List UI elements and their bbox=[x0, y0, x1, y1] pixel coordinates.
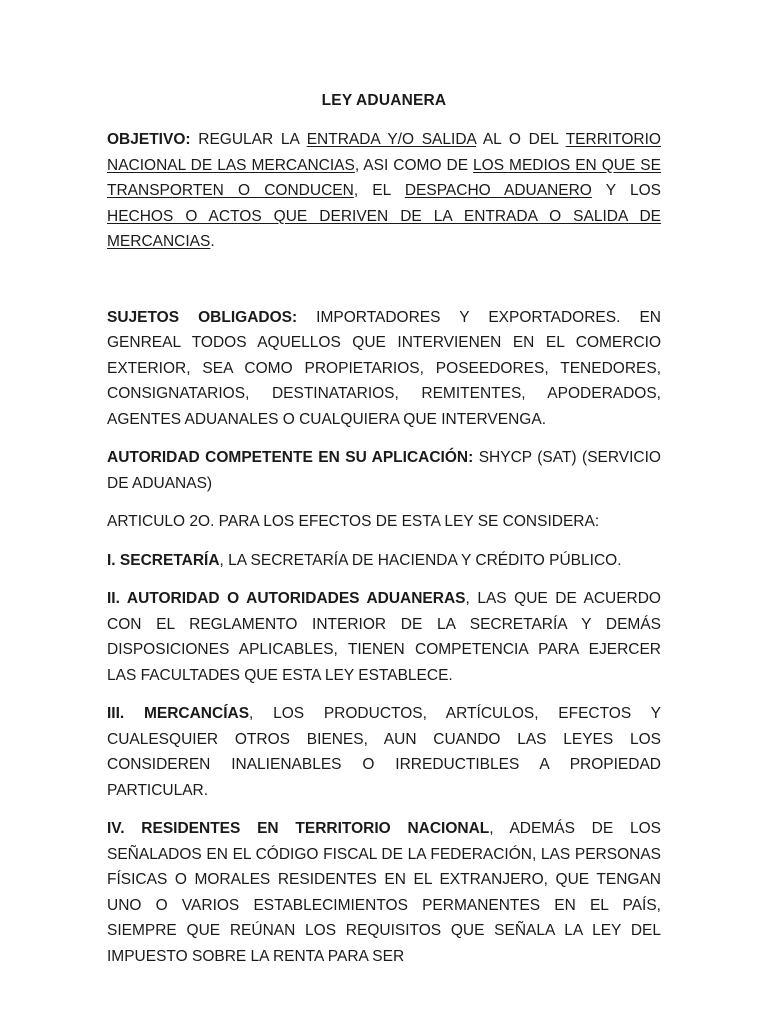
objetivo-underline-4: DESPACHO ADUANERO bbox=[404, 182, 592, 199]
sujetos-text: IMPORTADORES Y EXPORTADORES. EN GENREAL TODOS AQUELLOS QUE INTERVIENEN EN EL COMERCIO EXTERIOR, SEA COMO PROPIETARIOS, POSEEDORES, TENEDORES, CONSIGNATARIOS, DESTINATARIOS, REMITENTES, APODERADOS, AGENTES ADUANALES O CUALQUIERA QUE INTERVENGA. bbox=[107, 308, 661, 428]
item-label: II. AUTORIDAD O AUTORIDADES ADUANERAS bbox=[107, 590, 466, 607]
autoridad-text: SHYCP (SAT) (SERVICIO DE ADUANAS) bbox=[107, 449, 661, 492]
objetivo-underline-5: HECHOS O ACTOS QUE DERIVEN DE LA ENTRADA O SALIDA DE MERCANCIAS bbox=[107, 207, 661, 250]
document-title: LEY ADUANERA bbox=[321, 92, 447, 109]
item-text: , LOS PRODUCTOS, ARTÍCULOS, EFECTOS Y CUALESQUIER OTROS BIENES, AUN CUANDO LAS LEYES LOS CONSIDEREN INALIENABLES O IRREDUCTIBLES A PROPIEDAD PARTICULAR. bbox=[107, 705, 661, 799]
item-autoridades-aduaneras bbox=[107, 586, 661, 688]
item-label: I. SECRETARÍA bbox=[107, 551, 220, 569]
item-text: , LAS QUE DE ACUERDO CON EL REGLAMENTO INTERIOR DE LA SECRETARÍA Y DEMÁS DISPOSICIONES APLICABLES, TIENEN COMPETENCIA PARA EJERCER LAS FACULTADES QUE ESTA LEY ESTABLECE. bbox=[107, 590, 661, 684]
item-label: III. MERCANCÍAS bbox=[107, 705, 250, 722]
objetivo-text-4: , EL bbox=[353, 182, 405, 199]
autoridad-paragraph bbox=[107, 445, 661, 496]
articulo-paragraph: ARTICULO 2O. PARA LOS EFECTOS DE ESTA LEY SE CONSIDERA: bbox=[107, 513, 600, 530]
item-text: , LA SECRETARÍA DE HACIENDA Y CRÉDITO PÚBLICO. bbox=[219, 551, 622, 569]
autoridad-label: AUTORIDAD COMPETENTE EN SU APLICACIÓN: bbox=[107, 449, 474, 466]
objetivo-underline-2: TERRITORIO NACIONAL DE LAS MERCANCIAS bbox=[107, 131, 661, 174]
objetivo-paragraph bbox=[107, 127, 661, 255]
objetivo-text-1: REGULAR LA bbox=[190, 131, 307, 148]
objetivo-text-2: AL O DEL bbox=[476, 131, 566, 148]
item-secretaria bbox=[107, 548, 661, 574]
document-body bbox=[107, 127, 661, 982]
objetivo-text-3: , ASI COMO DE bbox=[354, 156, 474, 174]
item-mercancias bbox=[107, 701, 661, 803]
objetivo-text-5: Y LOS bbox=[591, 182, 662, 199]
objetivo-label: OBJETIVO: bbox=[107, 131, 191, 148]
objetivo-underline-3: LOS MEDIOS EN QUE SE TRANSPORTEN O CONDUCEN bbox=[107, 156, 661, 199]
sujetos-paragraph bbox=[107, 305, 661, 433]
item-label: IV. RESIDENTES EN TERRITORIO NACIONAL bbox=[107, 820, 490, 837]
sujetos-label: SUJETOS OBLIGADOS: bbox=[107, 308, 298, 326]
objetivo-underline-1: ENTRADA Y/O SALIDA bbox=[306, 131, 476, 148]
item-text: , ADEMÁS DE LOS SEÑALADOS EN EL CÓDIGO FISCAL DE LA FEDERACIÓN, LAS PERSONAS FÍSICAS O MORALES RESIDENTES EN EL EXTRANJERO, QUE TENGAN UNO O VARIOS ESTABLECIMIENTOS PERMANENTES EN EL PAÍS, SIEMPRE QUE REÚNAN LOS REQUISITOS QUE SEÑALA LA LEY DEL IMPUESTO SOBRE LA RENTA PARA SER bbox=[107, 820, 661, 965]
objetivo-text-6: . bbox=[210, 233, 215, 250]
item-residentes bbox=[107, 816, 661, 969]
